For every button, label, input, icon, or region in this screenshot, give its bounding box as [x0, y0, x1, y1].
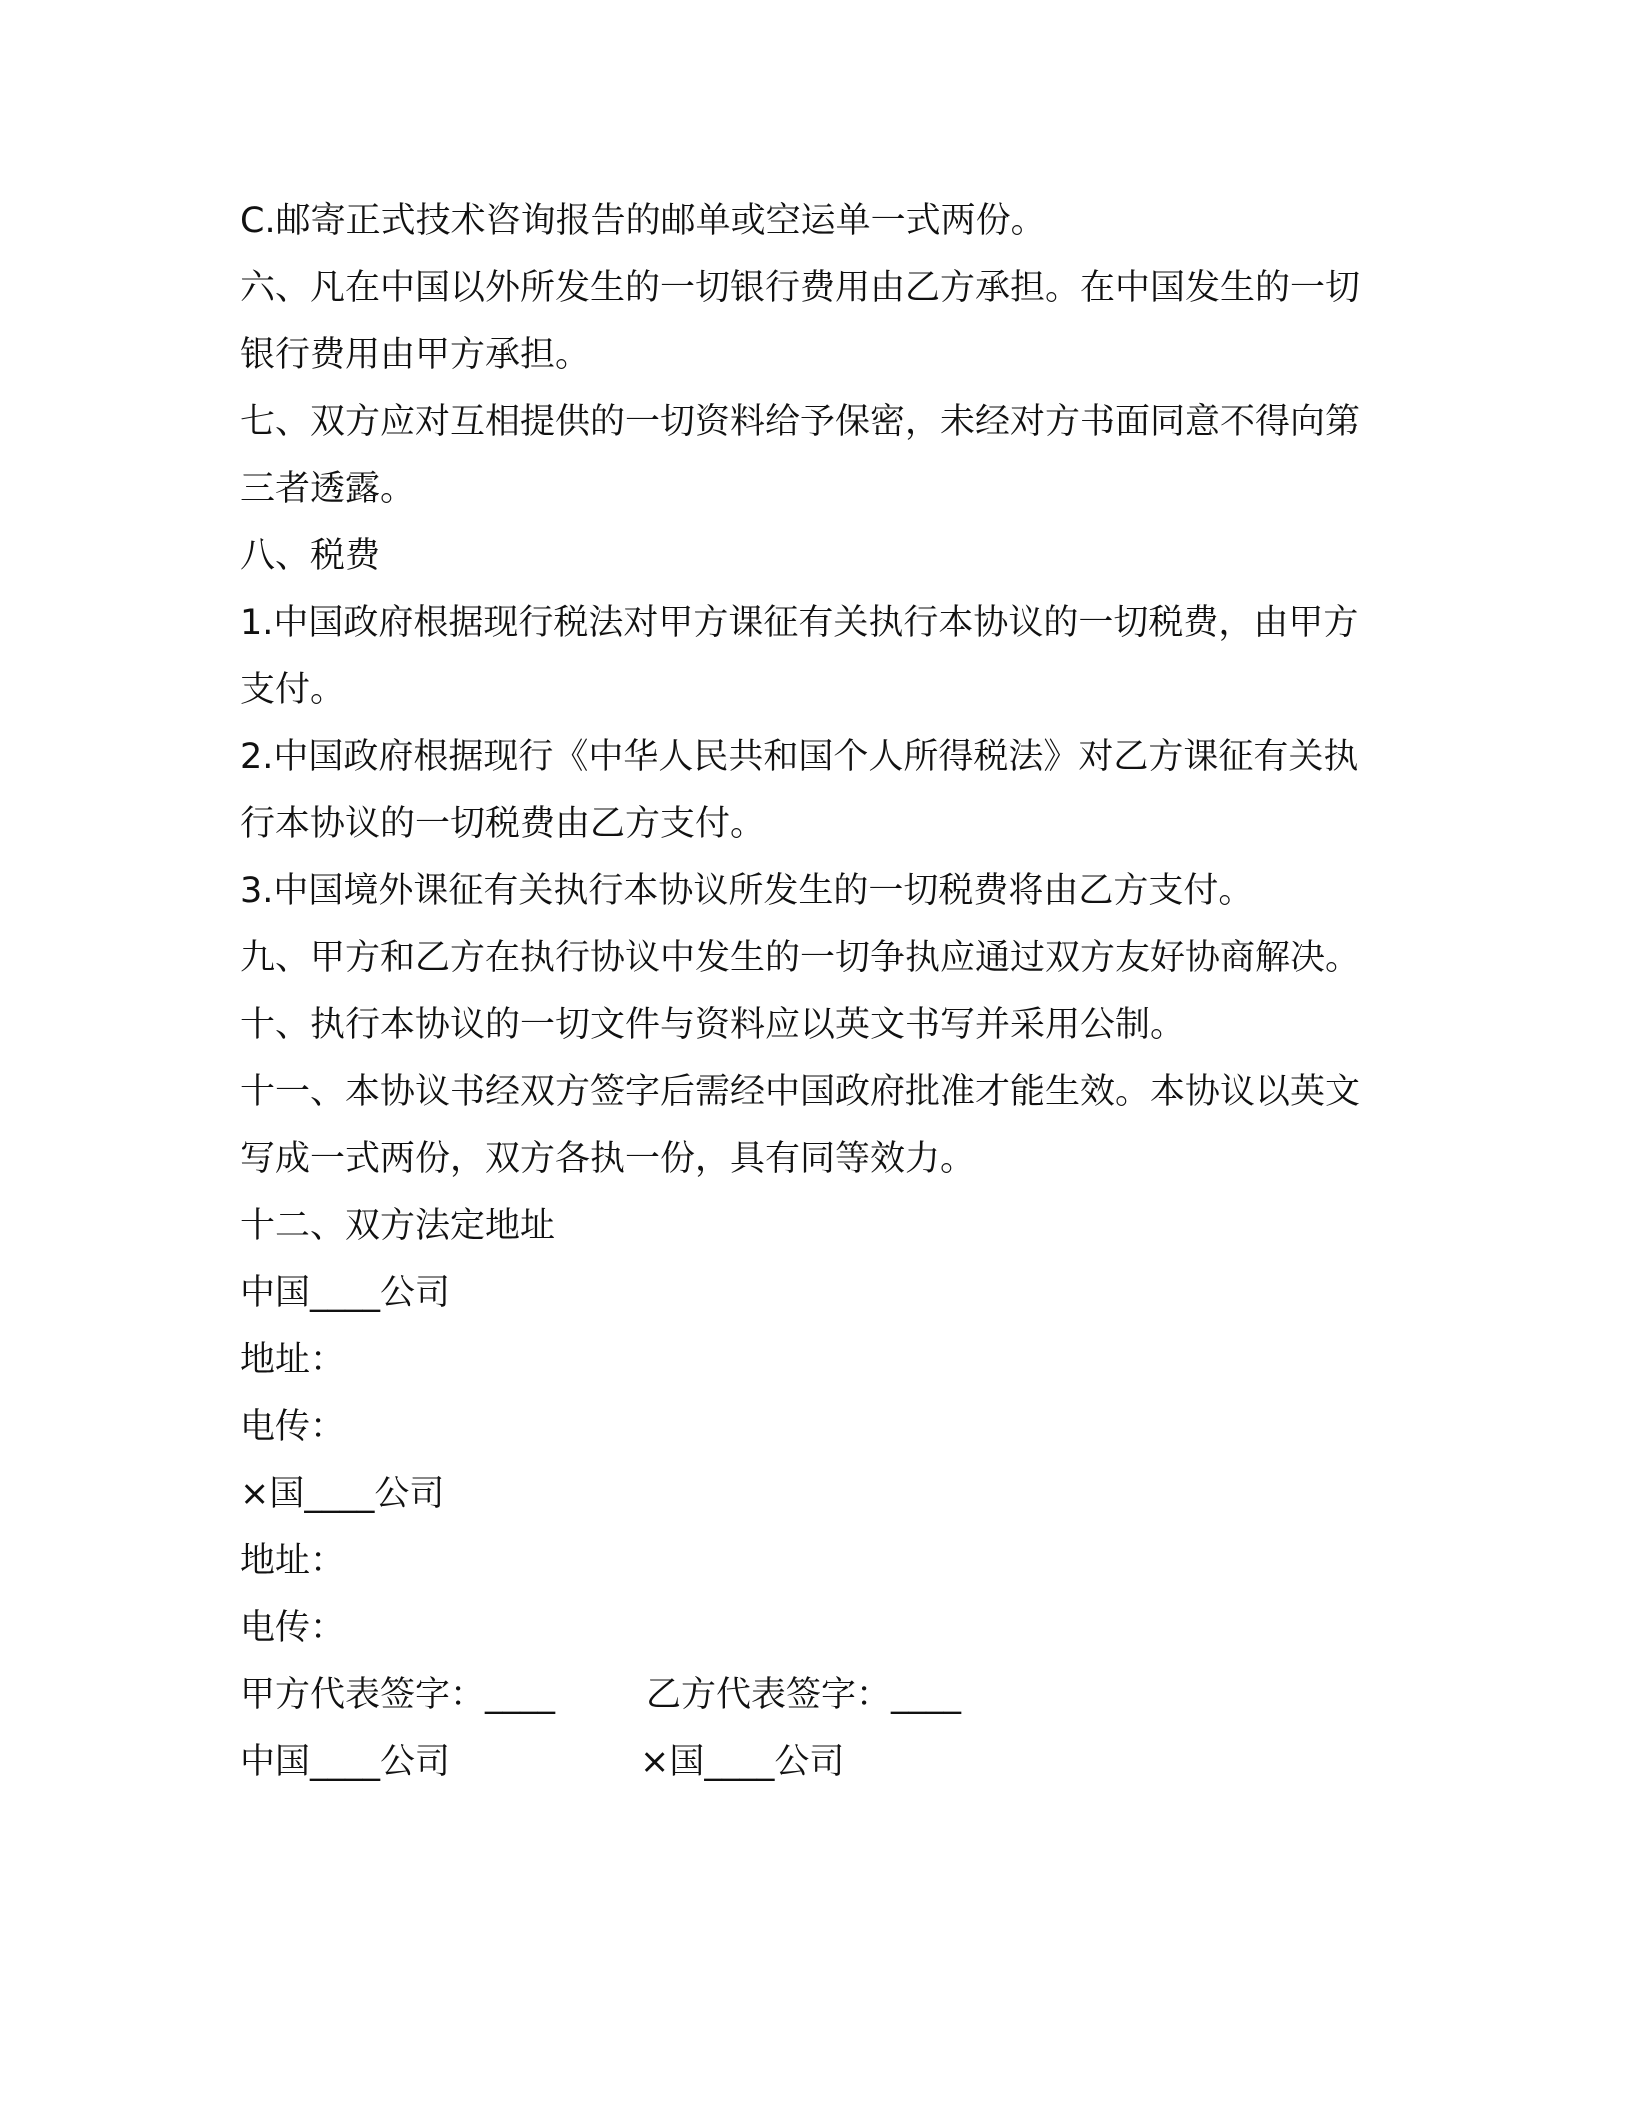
- clause-10-language: 十、执行本协议的一切文件与资料应以英文书写并采用公制。: [240, 1005, 1186, 1045]
- clause-8-item-2: 2.中国政府根据现行《中华人民共和国个人所得税法》对乙方课征有关执行本协议的一切税费由乙方支付。: [240, 737, 1359, 844]
- clause-7-confidentiality: 七、双方应对互相提供的一切资料给予保密，未经对方书面同意不得向第三者透露。: [240, 402, 1361, 509]
- party-a-signature-line: 甲方代表签字：____: [240, 1675, 556, 1715]
- party-a-company: 中国____公司: [240, 1273, 451, 1313]
- clause-9-disputes: 九、甲方和乙方在执行协议中发生的一切争执应通过双方友好协商解决。: [240, 938, 1361, 978]
- party-a-address-label: 地址：: [240, 1340, 346, 1380]
- party-b-fax-label: 电传：: [240, 1608, 346, 1648]
- clause-8-heading-taxes: 八、税费: [240, 536, 381, 576]
- party-b-address-label: 地址：: [240, 1541, 346, 1581]
- party-a-fax-label: 电传：: [240, 1407, 346, 1447]
- party-b-company: ×国____公司: [240, 1474, 445, 1514]
- signature-company-row: [240, 1729, 1370, 1796]
- clause-8-item-1: 1.中国政府根据现行税法对甲方课征有关执行本协议的一切税费，由甲方支付。: [240, 603, 1359, 710]
- item-c-mail-receipt: C.邮寄正式技术咨询报告的邮单或空运单一式两份。: [240, 201, 1046, 241]
- party-a-signature-company: 中国____公司: [240, 1742, 451, 1782]
- document-body: [240, 188, 1370, 1796]
- signature-row: [240, 1662, 1370, 1729]
- party-b-signature-company: ×国____公司: [640, 1742, 845, 1782]
- clause-12-heading-addresses: 十二、双方法定地址: [240, 1206, 556, 1246]
- clause-11-effectiveness: 十一、本协议书经双方签字后需经中国政府批准才能生效。本协议以英文写成一式两份，双方各执一份，具有同等效力。: [240, 1072, 1361, 1179]
- clause-8-item-3: 3.中国境外课征有关执行本协议所发生的一切税费将由乙方支付。: [240, 871, 1254, 911]
- party-b-signature-line: 乙方代表签字：____: [646, 1675, 962, 1715]
- clause-6-bank-fees: 六、凡在中国以外所发生的一切银行费用由乙方承担。在中国发生的一切银行费用由甲方承担。: [240, 268, 1361, 375]
